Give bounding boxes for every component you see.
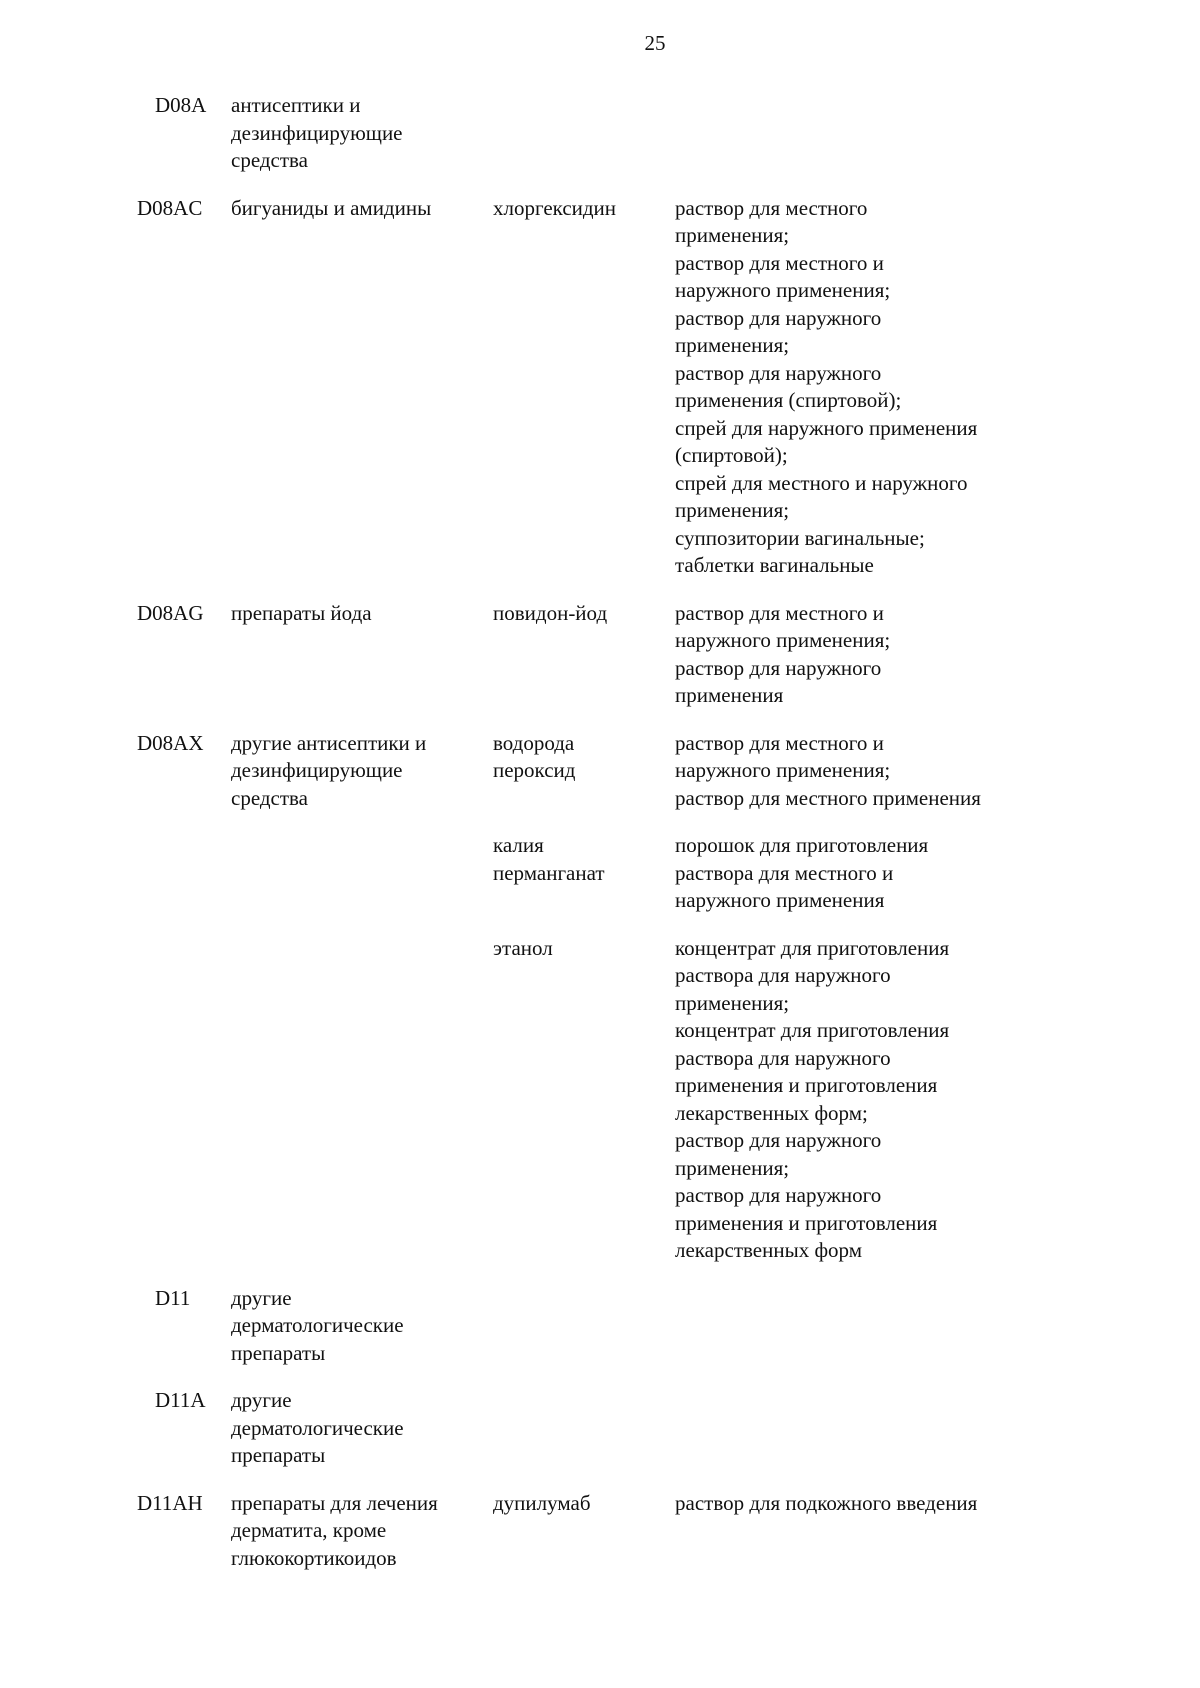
group-name-line: средства [231, 148, 309, 172]
group-name-line: дерматологические [231, 1415, 404, 1440]
drug-name-cell [493, 1387, 675, 1470]
dosage-form-line: раствор для подкожного введения [675, 1490, 978, 1515]
dosage-form-line: суппозитории вагинальные; [675, 525, 925, 550]
drug-name-line: перманганат [493, 860, 605, 885]
dosage-form-line: раствор для наружного [675, 655, 882, 680]
dosage-form-line: раствор для местного [675, 195, 868, 220]
drug-name-line: калия [493, 833, 544, 857]
dosage-form-line: наружного применения; [675, 758, 891, 782]
dosage-form-line: применения (спиртовой); [675, 388, 902, 412]
table-row [137, 92, 1037, 175]
dosage-form-line: раствора для наружного [675, 963, 891, 987]
atc-code: D11 [155, 1285, 191, 1310]
drug-name-cell [493, 730, 675, 813]
atc-code [137, 935, 231, 1265]
group-name-cell [231, 730, 493, 813]
atc-code [137, 832, 231, 915]
dosage-form-line: таблетки вагинальные [675, 553, 874, 577]
atc-code: D11A [155, 1388, 206, 1412]
dosage-form-cell [675, 1387, 1037, 1470]
atc-table [137, 92, 1037, 1592]
table-row [137, 730, 1037, 813]
dosage-form-cell [675, 600, 1037, 710]
group-name-cell [231, 1387, 493, 1470]
drug-name-line: хлоргексидин [493, 195, 617, 220]
dosage-form-line: раствор для наружного [675, 360, 882, 385]
dosage-form-cell [675, 195, 1037, 580]
atc-code: D08A [155, 93, 207, 117]
drug-name-cell [493, 832, 675, 915]
page-number: 25 [644, 31, 666, 55]
group-name-line: препараты йода [231, 600, 372, 625]
group-name-line: антисептики и [231, 93, 361, 117]
group-name-cell [231, 195, 493, 580]
dosage-form-line: раствор для местного и [675, 600, 884, 625]
drug-name-cell [493, 92, 675, 175]
drug-name-line: этанол [493, 935, 553, 960]
dosage-form-line: применения; [675, 223, 790, 247]
table-row [137, 1490, 1037, 1573]
dosage-form-line: порошок для приготовления [675, 833, 929, 857]
drug-name-cell [493, 600, 675, 710]
group-name-line: другие [231, 1388, 292, 1412]
atc-code: D08AX [137, 730, 204, 755]
table-row [137, 600, 1037, 710]
drug-name-line: повидон-йод [493, 600, 608, 625]
group-name-line: препараты [231, 1443, 326, 1467]
group-name-line: глюкокортикоидов [231, 1545, 397, 1570]
dosage-form-line: наружного применения [675, 888, 885, 912]
dosage-form-line: концентрат для приготовления [675, 1018, 950, 1042]
group-name-line: средства [231, 785, 309, 810]
dosage-form-cell [675, 1285, 1037, 1368]
dosage-form-line: раствор для местного и [675, 250, 884, 275]
group-name-line: дерматита, кроме [231, 1518, 387, 1542]
dosage-form-line: спрей для местного и наружного [675, 470, 968, 495]
dosage-form-line: раствор для наружного [675, 1183, 882, 1207]
dosage-form-cell [675, 92, 1037, 175]
group-name-line: дерматологические [231, 1313, 404, 1337]
dosage-form-line: спрей для наружного применения [675, 415, 978, 440]
group-name-cell [231, 935, 493, 1265]
dosage-form-line: применения; [675, 1155, 790, 1180]
group-name-line: дезинфицирующие [231, 758, 403, 782]
group-name-line: препараты [231, 1340, 326, 1365]
dosage-form-line: применения и приготовления [675, 1210, 938, 1235]
group-name-cell [231, 92, 493, 175]
dosage-form-line: наружного применения; [675, 628, 891, 652]
drug-name-line: водорода [493, 730, 575, 755]
dosage-form-line: применения и приготовления [675, 1073, 938, 1097]
dosage-form-line: раствор для наружного [675, 305, 882, 330]
dosage-form-cell [675, 832, 1037, 915]
dosage-form-line: лекарственных форм [675, 1238, 863, 1262]
dosage-form-line: раствор для местного применения [675, 785, 981, 810]
table-row [137, 1285, 1037, 1368]
drug-name-cell [493, 1285, 675, 1368]
dosage-form-cell [675, 935, 1037, 1265]
group-name-cell [231, 832, 493, 915]
dosage-form-line: применения [675, 683, 784, 707]
table-row [137, 1387, 1037, 1470]
group-name-line: другие антисептики и [231, 730, 427, 755]
group-name-line: дезинфицирующие [231, 120, 403, 145]
table-row [137, 832, 1037, 915]
group-name-line: препараты для лечения [231, 1490, 438, 1515]
atc-code: D08AG [137, 600, 204, 625]
dosage-form-line: применения; [675, 498, 790, 522]
dosage-form-line: концентрат для приготовления [675, 935, 950, 960]
dosage-form-cell [675, 730, 1037, 813]
group-name-cell [231, 600, 493, 710]
dosage-form-line: раствора для местного и [675, 860, 894, 885]
drug-name-line: пероксид [493, 758, 576, 782]
dosage-form-line: раствора для наружного [675, 1045, 891, 1070]
dosage-form-line: (спиртовой); [675, 443, 788, 467]
dosage-form-line: применения; [675, 990, 790, 1015]
drug-name-cell [493, 935, 675, 1265]
drug-name-cell [493, 195, 675, 580]
table-row [137, 195, 1037, 580]
drug-name-cell [493, 1490, 675, 1573]
group-name-line: другие [231, 1285, 292, 1310]
group-name-cell [231, 1285, 493, 1368]
atc-code: D11AH [137, 1490, 203, 1515]
dosage-form-line: лекарственных форм; [675, 1100, 868, 1125]
dosage-form-line: раствор для местного и [675, 730, 884, 755]
dosage-form-cell [675, 1490, 1037, 1573]
table-row [137, 935, 1037, 1265]
dosage-form-line: раствор для наружного [675, 1128, 882, 1152]
dosage-form-line: применения; [675, 333, 790, 357]
drug-name-line: дупилумаб [493, 1490, 591, 1515]
atc-code: D08AC [137, 195, 203, 220]
group-name-cell [231, 1490, 493, 1573]
dosage-form-line: наружного применения; [675, 278, 891, 302]
group-name-line: бигуаниды и амидины [231, 195, 432, 220]
